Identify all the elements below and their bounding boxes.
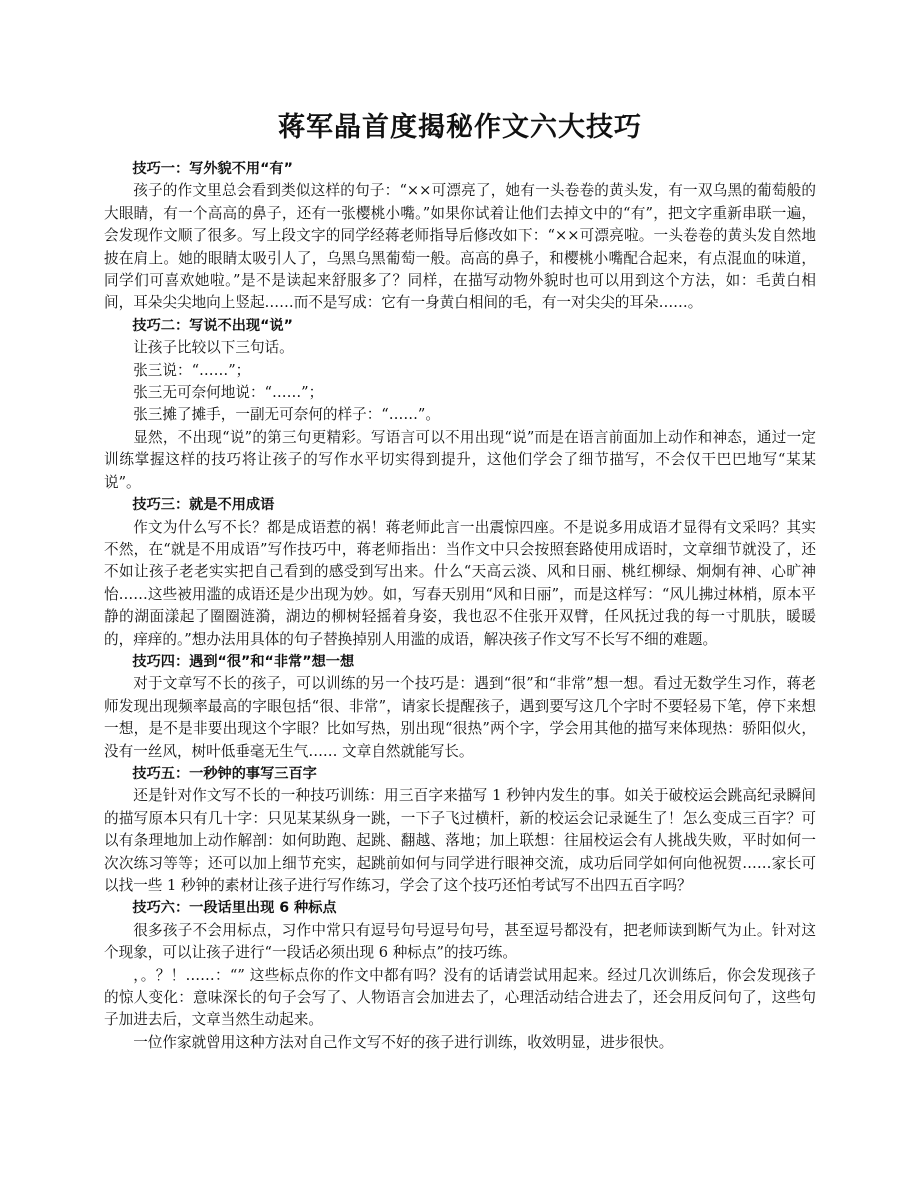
section-heading: 技巧三：就是不用成语 [132,497,275,514]
section-heading: 技巧六：一段话里出现 6 种标点 [132,900,337,917]
section-tip-2 [104,315,816,494]
paragraph: 张三摊了摊手，一副无可奈何的样子：“……”。 [133,406,440,424]
document-body [104,158,816,1054]
section-tip-3 [104,494,816,651]
paragraph: ，。？！……：“” 这些标点你的作文中都有吗？没有的话请尝试用起来。经过几次训练后，你会发现孩子的惊人变化：意味深长的句子会写了、人物语言会加进去了，心理活动结合进去了，还会用反问句了，这些句子加进去后，文章当然生动起来。 [104,966,816,1029]
paragraph: 很多孩子不会用标点，习作中常只有逗号句号逗号句号，甚至逗号都没有，把老师读到断气为止。针对这个现象，可以让孩子进行“一段话必须出现 6 种标点”的技巧练。 [104,921,816,962]
section-heading: 技巧五：一秒钟的事写三百字 [132,765,317,782]
paragraph: 让孩子比较以下三句话。 [133,339,294,357]
paragraph: 张三无可奈何地说：“……”； [133,384,324,402]
section-tip-5 [104,763,816,897]
paragraph: 对于文章写不长的孩子，可以训练的另一个技巧是：遇到“很”和“非常”想一想。看过无数学生习作，蒋老师发现出现频率最高的字眼包括“很、非常”，请家长提醒孩子，遇到要写这几个字时不要轻易下笔，停下来想一想，是不是非要出现这个字眼？比如写热，别出现“很热”两个字，学会用其他的描写来体现热：骄阳似火，没有一丝风，树叶低垂毫无生气…… 文章自然就能写长。 [104,675,816,760]
paragraph: 还是针对作文写不长的一种技巧训练：用三百字来描写 1 秒钟内发生的事。如关于破校运会跳高纪录瞬间的描写原本只有几十字：只见某某纵身一跳，一下子飞过横杆，新的校运会记录诞生了！怎么变成三百字？可以有条理地加上动作解剖：如何助跑、起跳、翻越、落地；加上联想：往届校运会有人挑战失败，平时如何一次次练习等等；还可以加上细节充实，起跳前如何与同学进行眼神交流，成功后同学如何向他祝贺……家长可以找一些 1 秒钟的素材让孩子进行写作练习，学会了这个技巧还怕考试写不出四五百字吗？ [104,787,816,894]
section-heading: 技巧二：写说不出现“说” [132,317,293,334]
paragraph: 孩子的作文里总会看到类似这样的句子：“××可漂亮了，她有一头卷卷的黄头发，有一双乌黑的葡萄般的大眼睛，有一个高高的鼻子，还有一张樱桃小嘴。”如果你试着让他们去掉文中的“有”，把文字重新串联一遍，会发现作文顺了很多。写上段文字的同学经蒋老师指导后修改如下：“××可漂亮啦。一头卷卷的黄头发自然地披在肩上。她的眼睛太吸引人了，乌黑乌黑葡萄一般。高高的鼻子，和樱桃小嘴配合起来，有点混血的味道，同学们可喜欢她啦。”是不是读起来舒服多了？同样，在描写动物外貌时也可以用到这个方法，如：毛黄白相间，耳朵尖尖地向上竖起……而不是写成：它有一身黄白相间的毛，有一对尖尖的耳朵……。 [104,182,816,312]
section-tip-1 [104,158,816,315]
section-heading: 技巧一：写外貌不用“有” [132,161,293,177]
paragraph: 张三说：“……”； [133,361,251,379]
paragraph: 作文为什么写不长？都是成语惹的祸！蒋老师此言一出震惊四座。不是说多用成语才显得有文采吗？其实不然，在“就是不用成语”写作技巧中，蒋老师指出：当作文中只会按照套路使用成语时，文章细节就没了，还不如让孩子老老实实把自己看到的感受到写出来。什么“天高云淡、风和日丽、桃红柳绿、炯炯有神、心旷神怡……这些被用滥的成语还是少出现为妙。如，写春天别用“风和日丽”，而是这样写：“风儿拂过林梢，原本平静的湖面漾起了圈圈涟漪，湖边的柳树轻摇着身姿，我也忍不住张开双臂，任风抚过我的每一寸肌肤，暖暖的，痒痒的。”想办法用具体的句子替换掉别人用滥的成语，解决孩子作文写不长写不细的难题。 [104,518,816,648]
paragraph: 显然，不出现“说”的第三句更精彩。写语言可以不用出现“说”而是在语言前面加上动作和神态，通过一定训练掌握这样的技巧将让孩子的写作水平切实得到提升，这他们学会了细节描写，不会仅干巴巴地写“某某说”。 [104,428,816,491]
paragraph: 一位作家就曾用这种方法对自己作文写不好的孩子进行训练，收效明显，进步很快。 [133,1033,674,1051]
document-title: 蒋军晶首度揭秘作文六大技巧 [278,112,642,143]
section-heading: 技巧四：遇到“很”和“非常”想一想 [132,653,355,670]
section-tip-6 [104,897,816,1054]
section-tip-4 [104,651,816,763]
